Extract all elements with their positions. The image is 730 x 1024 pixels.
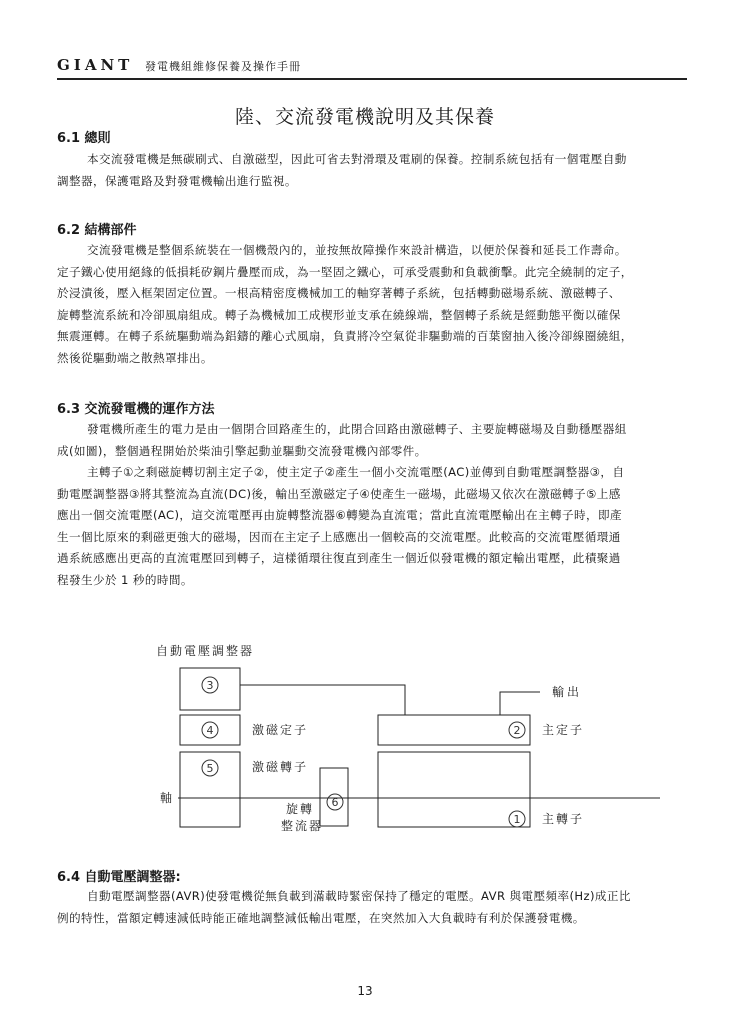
page-number: 13 xyxy=(357,984,373,998)
number-label: 1 xyxy=(513,813,521,826)
text-line: 於浸漬後，壓入框架固定位置。一根高精密度機械加工的軸穿著轉子系統，包括轉動磁場系統、激磁轉子、 xyxy=(57,286,621,300)
text-line: 無震運轉。在轉子系統驅動端為鋁鑄的離心式風扇，負責將冷空氣從非驅動端的百葉窗抽入後冷卻線圈繞組， xyxy=(57,329,633,343)
chapter-title: 陸、交流發電機說明及其保養 xyxy=(234,106,495,128)
wire-output xyxy=(500,692,540,715)
header-title: 發電機組維修保養及操作手冊 xyxy=(145,60,301,73)
rectifier-label-2: 整流器 xyxy=(281,819,324,833)
text-line: 主轉子①之剩磁旋轉切割主定子②，使主定子②產生一個小交流電壓(AC)並傳到自動電壓調整器③，自 xyxy=(87,465,625,479)
exciter-rotor-label: 激磁轉子 xyxy=(252,760,309,774)
output-label: 輸出 xyxy=(552,685,583,699)
section-body-6-2 xyxy=(57,240,697,369)
section-body-6-3 xyxy=(57,419,697,591)
alternator-diagram xyxy=(0,630,730,860)
avr-label: 自動電壓調整器 xyxy=(156,644,255,658)
rectifier-label-1: 旋轉 xyxy=(286,802,315,816)
text-line: 自動電壓調整器(AVR)使發電機從無負載到滿載時緊密保持了穩定的電壓。AVR 與電壓頻率(Hz)成正比 xyxy=(87,889,631,903)
text-line: 程發生少於 1 秒的時間。 xyxy=(57,572,193,587)
section-body-6-4 xyxy=(57,886,697,929)
section-heading-6-4: 6.4 自動電壓調整器: xyxy=(57,870,181,885)
section-heading-6-3: 6.3 交流發電機的運作方法 xyxy=(57,402,215,417)
main-rotor-box xyxy=(378,752,530,827)
text-line: 過系統感應出更高的直流電壓回到轉子，這樣循環往復直到產生一個近似發電機的額定輸出電壓，此積聚過 xyxy=(57,551,621,565)
text-line: 生一個比原來的剩磁更強大的磁場，因而在主定子上感應出一個較高的交流電壓。此較高的交流電壓循環通 xyxy=(57,529,621,544)
section-heading-6-1: 6.1 總則 xyxy=(57,131,111,146)
main-stator-label: 主定子 xyxy=(542,723,585,737)
text-line: 定子鐵心使用絕緣的低損耗矽鋼片疊壓而成，為一堅固之鐵心，可承受震動和負載衝擊。此完全繞制的定子， xyxy=(57,264,633,279)
brand-logo: GIANT xyxy=(57,56,134,74)
text-line: 動電壓調整器③將其整流為直流(DC)後，輸出至激磁定子④使產生一磁場，此磁場又依次在激磁轉子⑤上感 xyxy=(57,486,621,501)
section-body-6-1 xyxy=(57,149,697,192)
text-line: 本交流發電機是無碳刷式、自激磁型，因此可省去對滑環及電刷的保養。控制系統包括有一個電壓自動 xyxy=(87,152,627,166)
text-line: 發電機所產生的電力是由一個閉合回路產生的，此閉合回路由激磁轉子、主要旋轉磁場及自動穩壓器組 xyxy=(87,422,627,436)
wire-avr-to-stator xyxy=(240,685,405,715)
text-line: 然後從驅動端之散熱罩排出。 xyxy=(57,350,213,365)
text-line: 例的特性，當額定轉速減低時能正確地調整減低輸出電壓，在突然加入大負載時有利於保護發電機。 xyxy=(57,910,585,925)
exciter-stator-label: 激磁定子 xyxy=(252,723,309,737)
text-line: 旋轉整流系統和冷卻風扇組成。轉子為機械加工成楔形並支承在繞線端，整個轉子系統是經動態平衡以確保 xyxy=(57,307,621,322)
number-label: 3 xyxy=(206,679,214,692)
number-label: 4 xyxy=(206,724,214,737)
number-label: 2 xyxy=(513,724,521,737)
text-line: 應出一個交流電壓(AC)，這交流電壓再由旋轉整流器⑥轉變為直流電；當此直流電壓輸出在主轉子時，即產 xyxy=(57,508,622,522)
text-line: 調整器，保護電路及對發電機輸出進行監視。 xyxy=(57,173,297,188)
number-label: 6 xyxy=(331,796,339,809)
main-stator-box xyxy=(378,715,530,745)
section-heading-6-2: 6.2 結構部件 xyxy=(57,223,137,238)
page-header xyxy=(57,56,687,80)
text-line: 交流發電機是整個系統裝在一個機殼內的，並按無故障操作來設計構造，以便於保養和延長工作壽命。 xyxy=(87,243,627,257)
number-label: 5 xyxy=(206,762,214,775)
shaft-label: 軸 xyxy=(160,791,173,805)
main-rotor-label: 主轉子 xyxy=(542,812,585,826)
text-line: 成(如圖)，整個過程開始於柴油引擎起動並驅動交流發電機內部零件。 xyxy=(57,443,427,458)
